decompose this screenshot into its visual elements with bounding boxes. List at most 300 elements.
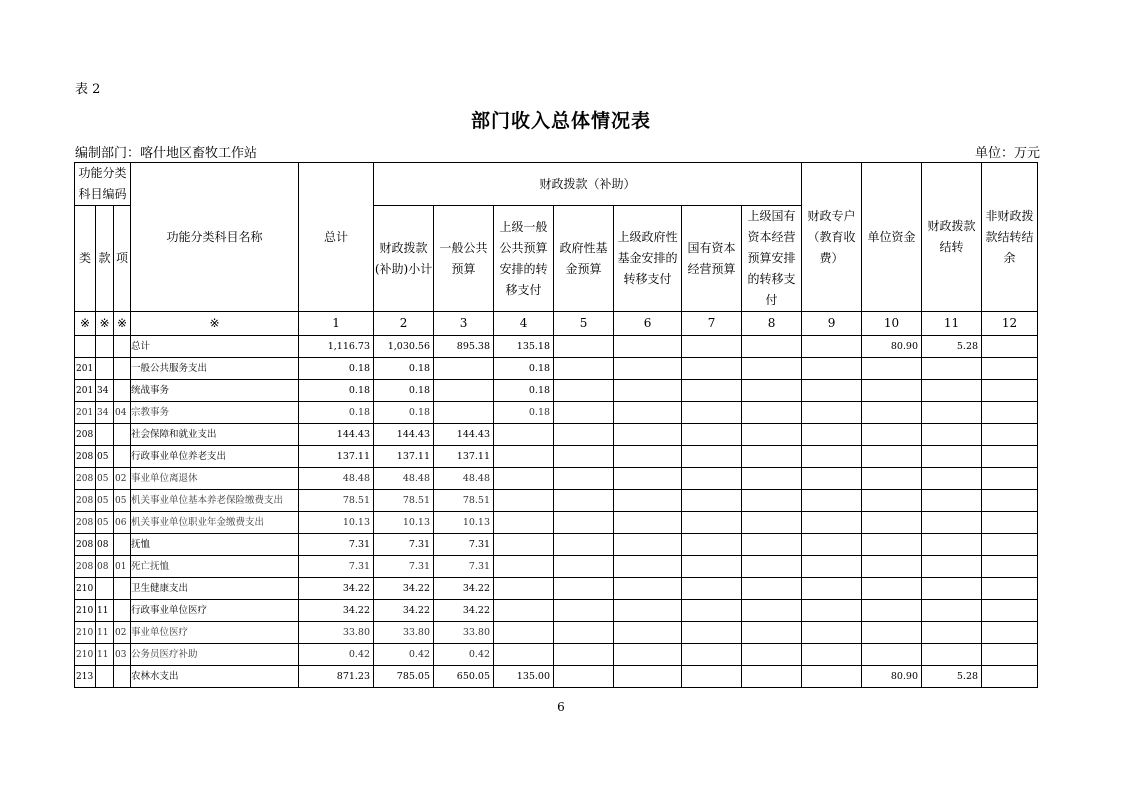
amount-cell [982,578,1038,600]
code-lei: 210 [75,622,96,644]
amount-cell: 7.31 [434,534,494,556]
amount-cell [742,578,802,600]
col-num: 3 [434,312,494,336]
amount-cell [802,336,862,358]
code-xiang: 02 [114,622,131,644]
amount-cell [614,600,682,622]
amount-cell [682,666,742,688]
item-name: 行政事业单位养老支出 [131,446,299,468]
amount-cell [982,336,1038,358]
amount-cell [554,424,614,446]
amount-cell [494,424,554,446]
page-title: 部门收入总体情况表 [470,110,651,132]
table-row [75,380,1038,402]
table-row [75,336,1038,358]
amount-cell [742,380,802,402]
code-xiang [114,666,131,688]
amount-cell: 0.18 [299,402,374,424]
amount-cell [682,512,742,534]
code-xiang [114,336,131,358]
table-row [75,490,1038,512]
amount-cell [554,534,614,556]
code-kuan: 34 [96,380,114,402]
amount-cell [682,424,742,446]
col-num: 8 [742,312,802,336]
amount-cell [922,402,982,424]
amount-cell [922,380,982,402]
amount-cell [982,644,1038,666]
item-name: 事业单位医疗 [131,622,299,644]
amount-cell [554,468,614,490]
amount-cell [494,468,554,490]
amount-cell [494,534,554,556]
amount-cell: 10.13 [299,512,374,534]
table-row [75,644,1038,666]
amount-cell: 80.90 [862,666,922,688]
amount-cell [494,644,554,666]
amount-cell [862,380,922,402]
amount-cell [982,402,1038,424]
amount-cell [614,622,682,644]
col-num: 6 [614,312,682,336]
col-num: 11 [922,312,982,336]
amount-cell: 144.43 [434,424,494,446]
department-label: 编制部门：喀什地区畜牧工作站 [75,146,258,161]
code-lei: 201 [75,380,96,402]
amount-cell [554,380,614,402]
code-kuan: 05 [96,490,114,512]
code-kuan: 11 [96,644,114,666]
col-num: 5 [554,312,614,336]
code-lei: 208 [75,512,96,534]
amount-cell [922,424,982,446]
amount-cell [862,512,922,534]
amount-cell [922,534,982,556]
amount-cell [802,666,862,688]
amount-cell [922,578,982,600]
code-xiang: 06 [114,512,131,534]
amount-cell [982,534,1038,556]
amount-cell [982,358,1038,380]
amount-cell [614,424,682,446]
code-lei [75,336,96,358]
amount-cell [554,512,614,534]
amount-cell [614,446,682,468]
amount-cell: 1,116.73 [299,336,374,358]
amount-cell [682,358,742,380]
col-num: 1 [299,312,374,336]
header-fiscal-sub: 财政拨款(补助)小计 [374,206,434,312]
table-row [75,402,1038,424]
code-kuan: 11 [96,600,114,622]
amount-cell: 34.22 [434,600,494,622]
amount-cell [554,600,614,622]
code-kuan [96,578,114,600]
amount-cell: 34.22 [299,600,374,622]
item-name: 总计 [131,336,299,358]
amount-cell: 78.51 [299,490,374,512]
amount-cell [742,402,802,424]
code-xiang: 02 [114,468,131,490]
amount-cell [682,380,742,402]
amount-cell [802,556,862,578]
amount-cell [982,490,1038,512]
header-gov-fund: 政府性基金预算 [554,206,614,312]
code-kuan: 08 [96,534,114,556]
code-kuan: 05 [96,446,114,468]
code-xiang [114,380,131,402]
amount-cell: 78.51 [434,490,494,512]
amount-cell [802,468,862,490]
amount-cell [554,358,614,380]
amount-cell [862,358,922,380]
header-state-capital: 国有资本经营预算 [682,206,742,312]
amount-cell: 10.13 [374,512,434,534]
amount-cell [494,446,554,468]
amount-cell: 0.18 [374,358,434,380]
amount-cell [614,644,682,666]
amount-cell [682,622,742,644]
amount-cell [742,490,802,512]
amount-cell [682,490,742,512]
amount-cell [922,622,982,644]
amount-cell [494,622,554,644]
code-kuan: 08 [96,556,114,578]
amount-cell [742,336,802,358]
item-name: 宗教事务 [131,402,299,424]
item-name: 事业单位离退休 [131,468,299,490]
table-row [75,468,1038,490]
amount-cell [922,644,982,666]
amount-cell [802,402,862,424]
amount-cell [982,468,1038,490]
code-kuan: 34 [96,402,114,424]
amount-cell [862,600,922,622]
item-name: 卫生健康支出 [131,578,299,600]
code-lei: 208 [75,468,96,490]
amount-cell [802,512,862,534]
mark-cell: ※ [75,312,96,336]
amount-cell [802,622,862,644]
code-lei: 210 [75,644,96,666]
code-lei: 208 [75,446,96,468]
amount-cell [742,600,802,622]
amount-cell: 78.51 [374,490,434,512]
table-number: 表 2 [75,82,101,97]
amount-cell: 0.18 [374,402,434,424]
code-xiang: 01 [114,556,131,578]
amount-cell [682,578,742,600]
code-lei: 208 [75,556,96,578]
amount-cell [802,380,862,402]
amount-cell [982,424,1038,446]
amount-cell [742,468,802,490]
header-non-fiscal: 非财政拨款结转结余 [982,163,1038,312]
amount-cell [922,600,982,622]
amount-cell [614,512,682,534]
amount-cell [682,402,742,424]
header-kuan: 款 [96,206,114,312]
code-xiang: 05 [114,490,131,512]
code-xiang [114,358,131,380]
table-row [75,622,1038,644]
amount-cell [742,446,802,468]
amount-cell: 48.48 [299,468,374,490]
header-superior-state-capital: 上级国有资本经营预算安排的转移支付 [742,206,802,312]
amount-cell [802,644,862,666]
item-name: 抚恤 [131,534,299,556]
col-num: 9 [802,312,862,336]
amount-cell: 650.05 [434,666,494,688]
code-kuan [96,666,114,688]
mark-cell: ※ [114,312,131,336]
code-kuan: 05 [96,512,114,534]
amount-cell [494,512,554,534]
header-superior-gov-fund: 上级政府性基金安排的转移支付 [614,206,682,312]
item-name: 机关事业单位职业年金缴费支出 [131,512,299,534]
amount-cell [682,336,742,358]
amount-cell: 34.22 [434,578,494,600]
amount-cell: 0.42 [434,644,494,666]
header-unit-fund: 单位资金 [862,163,922,312]
amount-cell [922,490,982,512]
amount-cell: 0.42 [374,644,434,666]
amount-cell [802,534,862,556]
amount-cell [982,666,1038,688]
amount-cell [614,666,682,688]
amount-cell: 1,030.56 [374,336,434,358]
table-row [75,666,1038,688]
amount-cell [742,622,802,644]
amount-cell [614,380,682,402]
amount-cell [682,600,742,622]
table-row [75,512,1038,534]
amount-cell [614,534,682,556]
amount-cell [614,578,682,600]
amount-cell [742,666,802,688]
amount-cell [494,600,554,622]
item-name: 统战事务 [131,380,299,402]
amount-cell: 5.28 [922,666,982,688]
amount-cell [982,600,1038,622]
amount-cell: 785.05 [374,666,434,688]
item-name: 社会保障和就业支出 [131,424,299,446]
item-name: 农林水支出 [131,666,299,688]
header-superior-general: 上级一般公共预算安排的转移支付 [494,206,554,312]
amount-cell [802,424,862,446]
amount-cell [682,534,742,556]
code-xiang [114,578,131,600]
amount-cell: 10.13 [434,512,494,534]
item-name: 机关事业单位基本养老保险缴费支出 [131,490,299,512]
header-total: 总计 [299,163,374,312]
code-xiang [114,534,131,556]
amount-cell [802,358,862,380]
amount-cell [554,644,614,666]
amount-cell: 48.48 [374,468,434,490]
amount-cell [614,490,682,512]
amount-cell: 34.22 [374,600,434,622]
code-kuan [96,358,114,380]
amount-cell: 7.31 [434,556,494,578]
amount-cell [802,600,862,622]
code-xiang [114,424,131,446]
amount-cell [494,556,554,578]
amount-cell: 137.11 [299,446,374,468]
amount-cell [614,468,682,490]
amount-cell: 48.48 [434,468,494,490]
header-general: 一般公共预算 [434,206,494,312]
amount-cell: 7.31 [374,534,434,556]
mark-cell: ※ [96,312,114,336]
page-number: 6 [557,700,565,714]
amount-cell [982,512,1038,534]
col-num: 10 [862,312,922,336]
table-row [75,578,1038,600]
code-lei: 210 [75,578,96,600]
amount-cell [494,578,554,600]
col-num: 7 [682,312,742,336]
amount-cell: 144.43 [299,424,374,446]
col-num: 2 [374,312,434,336]
header-fiscal-group: 财政拨款（补助） [374,163,802,206]
amount-cell [922,446,982,468]
code-lei: 208 [75,490,96,512]
amount-cell [554,490,614,512]
amount-cell [742,644,802,666]
code-lei: 213 [75,666,96,688]
amount-cell: 5.28 [922,336,982,358]
code-lei: 208 [75,534,96,556]
table-row [75,534,1038,556]
amount-cell [682,468,742,490]
code-lei: 208 [75,424,96,446]
amount-cell [862,446,922,468]
amount-cell [554,578,614,600]
amount-cell [554,556,614,578]
income-summary-table [74,162,1038,688]
amount-cell [982,556,1038,578]
amount-cell [742,534,802,556]
amount-cell [982,446,1038,468]
amount-cell: 7.31 [374,556,434,578]
amount-cell [682,446,742,468]
amount-cell [862,402,922,424]
amount-cell: 0.18 [494,402,554,424]
amount-cell: 0.18 [374,380,434,402]
amount-cell [554,666,614,688]
amount-cell [922,512,982,534]
amount-cell [682,556,742,578]
code-lei: 210 [75,600,96,622]
amount-cell [862,622,922,644]
mark-cell: ※ [131,312,299,336]
amount-cell: 0.18 [494,380,554,402]
amount-cell [862,424,922,446]
amount-cell: 7.31 [299,556,374,578]
code-kuan [96,424,114,446]
amount-cell: 137.11 [434,446,494,468]
code-lei: 201 [75,402,96,424]
amount-cell [434,380,494,402]
header-xiang: 项 [114,206,131,312]
amount-cell: 135.00 [494,666,554,688]
item-name: 死亡抚恤 [131,556,299,578]
amount-cell [862,578,922,600]
header-lei: 类 [75,206,96,312]
col-num: 4 [494,312,554,336]
amount-cell [922,358,982,380]
amount-cell [802,490,862,512]
amount-cell [554,336,614,358]
amount-cell [434,358,494,380]
table-row [75,556,1038,578]
amount-cell [554,402,614,424]
amount-cell [614,358,682,380]
amount-cell [614,402,682,424]
amount-cell [802,578,862,600]
amount-cell [982,622,1038,644]
amount-cell [742,424,802,446]
item-name: 一般公共服务支出 [131,358,299,380]
amount-cell [614,556,682,578]
amount-cell: 0.42 [299,644,374,666]
amount-cell [742,358,802,380]
amount-cell: 137.11 [374,446,434,468]
amount-cell: 0.18 [494,358,554,380]
code-kuan [96,336,114,358]
amount-cell [982,380,1038,402]
table-row [75,424,1038,446]
amount-cell: 871.23 [299,666,374,688]
code-kuan: 05 [96,468,114,490]
header-carryover: 财政拨款结转 [922,163,982,312]
header-special: 财政专户（教育收费） [802,163,862,312]
amount-cell [554,446,614,468]
code-lei: 201 [75,358,96,380]
amount-cell [862,556,922,578]
amount-cell [682,644,742,666]
amount-cell: 34.22 [299,578,374,600]
amount-cell [614,336,682,358]
amount-cell: 7.31 [299,534,374,556]
table-row [75,600,1038,622]
table-row [75,358,1038,380]
unit-label: 单位：万元 [975,146,1041,161]
amount-cell: 895.38 [434,336,494,358]
amount-cell: 33.80 [299,622,374,644]
amount-cell: 0.18 [299,358,374,380]
table-body [75,336,1038,688]
code-xiang: 04 [114,402,131,424]
code-kuan: 11 [96,622,114,644]
amount-cell: 34.22 [374,578,434,600]
item-name: 公务员医疗补助 [131,644,299,666]
code-xiang [114,446,131,468]
amount-cell [922,468,982,490]
code-xiang [114,600,131,622]
amount-cell [434,402,494,424]
amount-cell [494,490,554,512]
code-xiang: 03 [114,644,131,666]
amount-cell [862,468,922,490]
amount-cell [554,622,614,644]
amount-cell [922,556,982,578]
header-func-code: 功能分类科目编码 [75,163,131,206]
amount-cell [862,490,922,512]
header-func-name: 功能分类科目名称 [131,163,299,312]
table-row [75,446,1038,468]
